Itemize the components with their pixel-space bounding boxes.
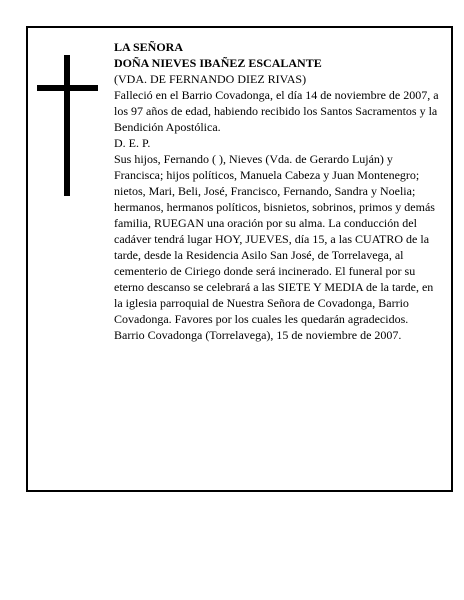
family-request: RUEGAN una oración por su alma. La conducción del cadáver tendrá lugar HOY, JUEVES, día 15, a las CUATRO de la tarde, desde la Residencia Asilo San José, de Torrelavega, al cementerio de Ciriego donde será incinerado. El funeral por su eterno descanso se celebrará a las SIETE Y MEDIA de la tarde, en la iglesia parroquial de Nuestra Señora de Covadonga, Barrio Covadonga. Favores por los cuales les quedarán agradecidos. xyxy=(114,216,434,326)
deceased-name: DOÑA NIEVES IBAÑEZ ESCALANTE xyxy=(114,56,322,70)
closing-place-date: Barrio Covadonga (Torrelavega), 15 de noviembre de 2007. xyxy=(114,328,402,342)
obituary-notice xyxy=(114,39,444,343)
rest-in-peace: D. E. P. xyxy=(114,136,151,150)
title-line-1: LA SEÑORA xyxy=(114,40,184,54)
cross-icon-vertical-bar xyxy=(64,55,70,196)
death-paragraph: Falleció en el Barrio Covadonga, el día 14 de noviembre de 2007, a los 97 años de edad, habiendo recibido los Santos Sacramentos y la Bendición Apostólica. xyxy=(114,88,439,134)
widow-of-line: (VDA. DE FERNANDO DIEZ RIVAS) xyxy=(114,72,307,86)
cross-icon-horizontal-bar xyxy=(37,85,98,91)
family-intro: Sus hijos, Fernando ( ), Nieves (Vda. de Gerardo Luján) y Francisca; hijos políticos, Manuela Cabeza y Juan Montenegro; nietos, Mari, Beli, José, Francisco, Fernando, Sandra y Noelia; hermanos, hermanos políticos, bisnietos, sobrinos, primos y demás familia, xyxy=(114,152,435,230)
family-paragraph xyxy=(114,151,444,327)
